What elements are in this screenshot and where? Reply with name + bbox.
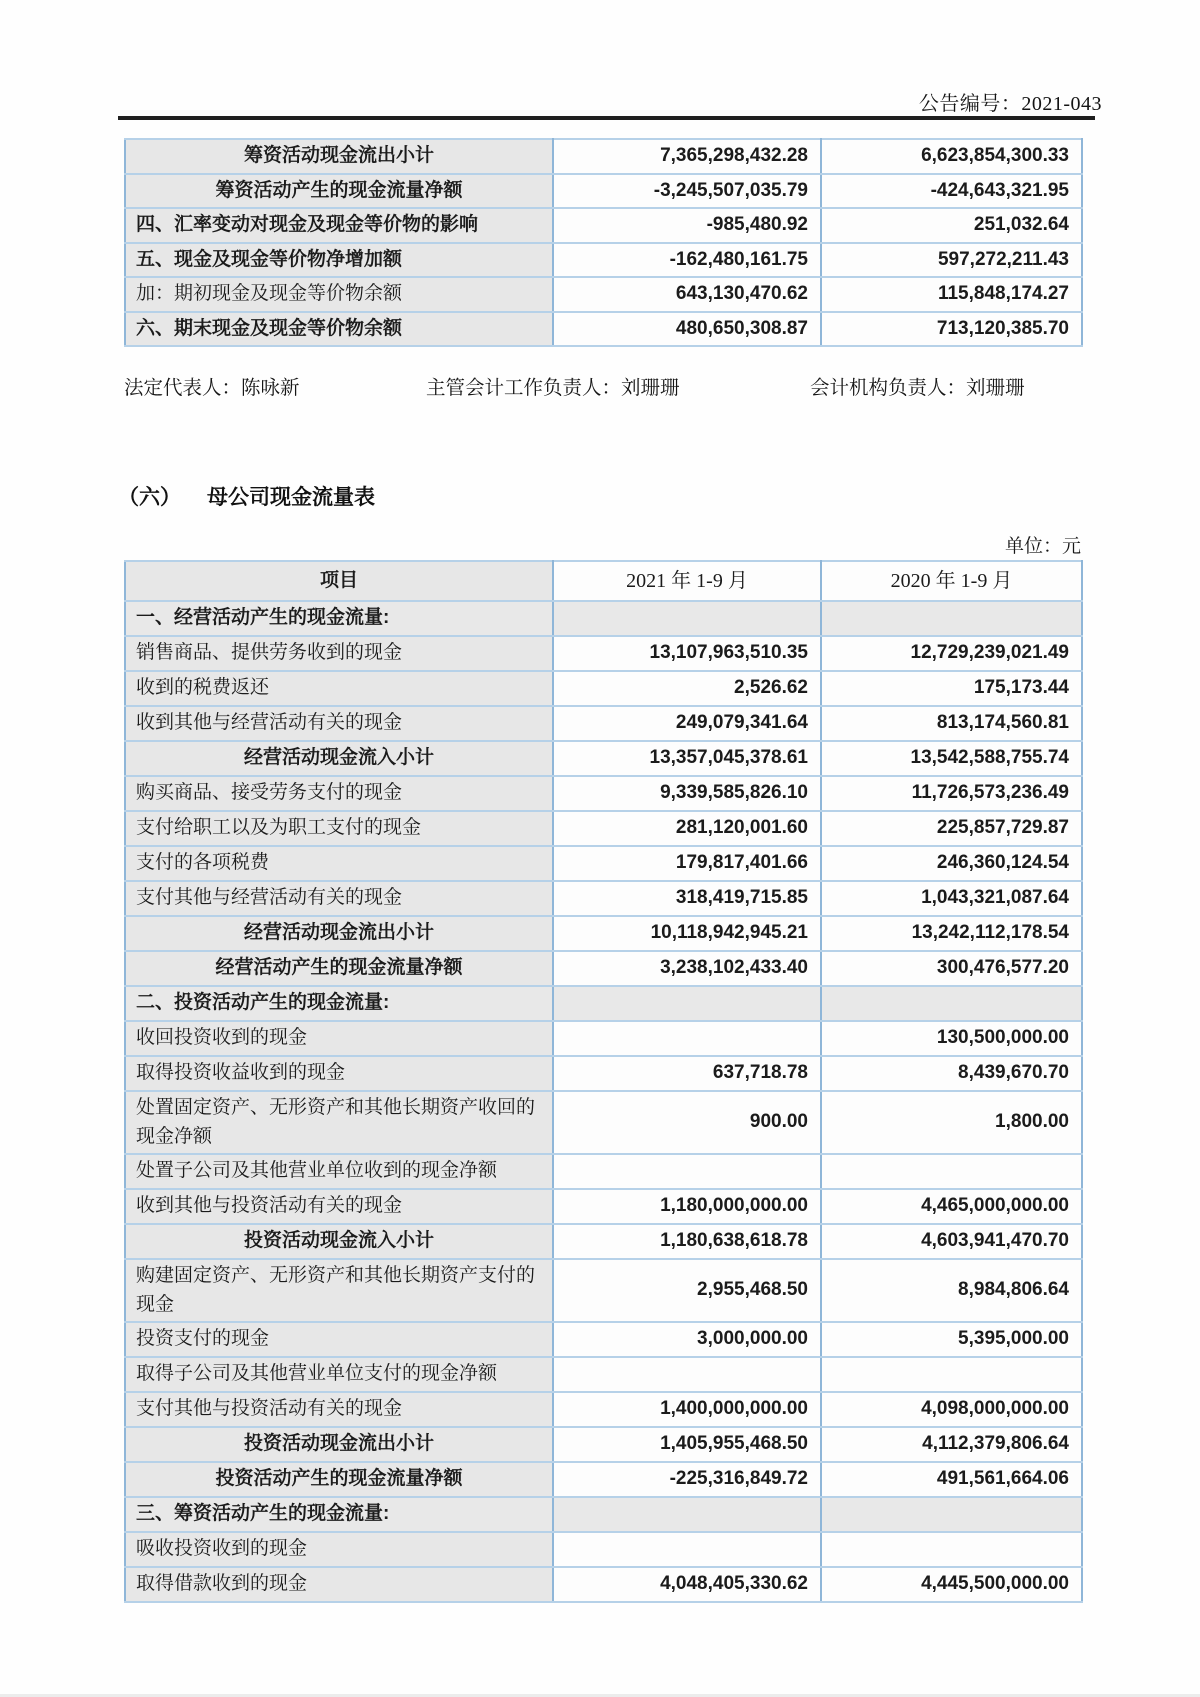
row-value-2020: 4,445,500,000.00 [821, 1567, 1082, 1602]
row-value-2021: 13,107,963,510.35 [553, 636, 821, 671]
row-value-2021: 2,526.62 [553, 671, 821, 706]
column-header-item: 项目 [125, 561, 553, 601]
row-item-label: 购建固定资产、无形资产和其他长期资产支付的现金 [125, 1259, 553, 1322]
row-value-2020 [821, 1497, 1082, 1532]
row-value-2021 [553, 986, 821, 1021]
row-value-2021 [553, 601, 821, 636]
row-value-2021: 3,000,000.00 [553, 1322, 821, 1357]
row-value-2020 [821, 1154, 1082, 1189]
table-row [125, 1091, 1082, 1154]
row-item-label: 四、汇率变动对现金及现金等价物的影响 [125, 208, 553, 243]
row-value-2021: -985,480.92 [553, 208, 821, 243]
row-value-2020: 4,098,000,000.00 [821, 1392, 1082, 1427]
row-item-label: 收到的税费返还 [125, 671, 553, 706]
chief-accountant-label: 主管会计工作负责人：刘珊珊 [426, 378, 680, 399]
table-row [125, 277, 1082, 312]
row-item-label: 筹资活动现金流出小计 [125, 139, 553, 174]
row-value-2020 [821, 986, 1082, 1021]
row-value-2020: -424,643,321.95 [821, 174, 1082, 209]
row-value-2021: 249,079,341.64 [553, 706, 821, 741]
row-value-2020: 6,623,854,300.33 [821, 139, 1082, 174]
table-row [125, 1189, 1082, 1224]
row-value-2020: 300,476,577.20 [821, 951, 1082, 986]
table-row [125, 601, 1082, 636]
row-value-2020: 4,112,379,806.64 [821, 1427, 1082, 1462]
row-value-2021: -3,245,507,035.79 [553, 174, 821, 209]
row-item-label: 处置固定资产、无形资产和其他长期资产收回的现金净额 [125, 1091, 553, 1154]
row-item-label: 投资活动现金流出小计 [125, 1427, 553, 1462]
table-row [125, 139, 1082, 174]
table-row [125, 1154, 1082, 1189]
table-row [125, 1427, 1082, 1462]
row-value-2021: 9,339,585,826.10 [553, 776, 821, 811]
row-value-2020: 246,360,124.54 [821, 846, 1082, 881]
table-row [125, 1532, 1082, 1567]
row-item-label: 取得借款收到的现金 [125, 1567, 553, 1602]
section-title [118, 481, 375, 511]
row-value-2021: -162,480,161.75 [553, 243, 821, 278]
row-value-2021: 7,365,298,432.28 [553, 139, 821, 174]
row-item-label: 收到其他与经营活动有关的现金 [125, 706, 553, 741]
row-value-2021: 900.00 [553, 1091, 821, 1154]
row-value-2020: 1,800.00 [821, 1091, 1082, 1154]
row-value-2020: 8,439,670.70 [821, 1056, 1082, 1091]
row-item-label: 收到其他与投资活动有关的现金 [125, 1189, 553, 1224]
row-value-2020: 175,173.44 [821, 671, 1082, 706]
table-row [125, 951, 1082, 986]
row-item-label: 处置子公司及其他营业单位收到的现金净额 [125, 1154, 553, 1189]
row-item-label: 经营活动产生的现金流量净额 [125, 951, 553, 986]
row-value-2020: 8,984,806.64 [821, 1259, 1082, 1322]
row-item-label: 筹资活动产生的现金流量净额 [125, 174, 553, 209]
row-value-2020: 491,561,664.06 [821, 1462, 1082, 1497]
table-row [125, 1056, 1082, 1091]
row-value-2020: 13,242,112,178.54 [821, 916, 1082, 951]
table-row [125, 1392, 1082, 1427]
row-value-2021: 643,130,470.62 [553, 277, 821, 312]
signature-line [124, 372, 1081, 398]
row-item-label: 支付其他与投资活动有关的现金 [125, 1392, 553, 1427]
row-value-2020: 251,032.64 [821, 208, 1082, 243]
row-item-label: 取得投资收益收到的现金 [125, 1056, 553, 1091]
row-value-2021 [553, 1497, 821, 1532]
row-value-2020: 225,857,729.87 [821, 811, 1082, 846]
row-value-2021: 281,120,001.60 [553, 811, 821, 846]
row-value-2021: 1,180,000,000.00 [553, 1189, 821, 1224]
table-row [125, 1567, 1082, 1602]
row-value-2020: 597,272,211.43 [821, 243, 1082, 278]
row-value-2021 [553, 1532, 821, 1567]
row-value-2021: 4,048,405,330.62 [553, 1567, 821, 1602]
row-value-2020: 11,726,573,236.49 [821, 776, 1082, 811]
row-value-2021: 3,238,102,433.40 [553, 951, 821, 986]
table-row [125, 1224, 1082, 1259]
row-item-label: 销售商品、提供劳务收到的现金 [125, 636, 553, 671]
row-value-2020: 115,848,174.27 [821, 277, 1082, 312]
row-value-2021: 318,419,715.85 [553, 881, 821, 916]
row-value-2020: 12,729,239,021.49 [821, 636, 1082, 671]
row-item-label: 二、投资活动产生的现金流量: [125, 986, 553, 1021]
table-row [125, 312, 1082, 347]
row-item-label: 支付给职工以及为职工支付的现金 [125, 811, 553, 846]
parent-company-cashflow-table [124, 560, 1083, 1603]
row-value-2021: 1,405,955,468.50 [553, 1427, 821, 1462]
row-value-2020: 1,043,321,087.64 [821, 881, 1082, 916]
table-row [125, 671, 1082, 706]
row-value-2020: 4,603,941,470.70 [821, 1224, 1082, 1259]
row-value-2020: 4,465,000,000.00 [821, 1189, 1082, 1224]
row-value-2020: 5,395,000.00 [821, 1322, 1082, 1357]
row-item-label: 五、现金及现金等价物净增加额 [125, 243, 553, 278]
row-item-label: 一、经营活动产生的现金流量: [125, 601, 553, 636]
row-value-2021: 179,817,401.66 [553, 846, 821, 881]
row-value-2021: 2,955,468.50 [553, 1259, 821, 1322]
row-value-2020 [821, 1532, 1082, 1567]
table-row [125, 1021, 1082, 1056]
table-row [125, 811, 1082, 846]
column-header-2020: 2020 年 1-9 月 [821, 561, 1082, 601]
row-value-2020: 813,174,560.81 [821, 706, 1082, 741]
table-row [125, 846, 1082, 881]
row-value-2021: 1,180,638,618.78 [553, 1224, 821, 1259]
row-item-label: 购买商品、接受劳务支付的现金 [125, 776, 553, 811]
table-row [125, 881, 1082, 916]
row-value-2021 [553, 1154, 821, 1189]
table-row [125, 208, 1082, 243]
table-row [125, 1497, 1082, 1532]
row-value-2020: 130,500,000.00 [821, 1021, 1082, 1056]
section-number: （六） [118, 485, 181, 509]
row-item-label: 投资支付的现金 [125, 1322, 553, 1357]
table-row [125, 1259, 1082, 1322]
row-item-label: 取得子公司及其他营业单位支付的现金净额 [125, 1357, 553, 1392]
legal-representative-label: 法定代表人：陈咏新 [124, 378, 300, 399]
table-row [125, 986, 1082, 1021]
row-value-2020: 13,542,588,755.74 [821, 741, 1082, 776]
row-item-label: 经营活动现金流入小计 [125, 741, 553, 776]
table-header-row [125, 561, 1082, 601]
table-row [125, 243, 1082, 278]
row-item-label: 投资活动现金流入小计 [125, 1224, 553, 1259]
header-rule [118, 116, 1095, 120]
row-item-label: 支付的各项税费 [125, 846, 553, 881]
table-row [125, 916, 1082, 951]
row-item-label: 支付其他与经营活动有关的现金 [125, 881, 553, 916]
row-value-2021 [553, 1021, 821, 1056]
row-item-label: 六、期末现金及现金等价物余额 [125, 312, 553, 347]
table-row [125, 741, 1082, 776]
announcement-number: 公告编号：2021-043 [918, 93, 1102, 115]
section-name: 母公司现金流量表 [207, 485, 375, 509]
row-item-label: 经营活动现金流出小计 [125, 916, 553, 951]
financing-cashflow-continuation-table [124, 138, 1083, 347]
row-value-2021: 480,650,308.87 [553, 312, 821, 347]
row-item-label: 三、筹资活动产生的现金流量: [125, 1497, 553, 1532]
row-value-2021 [553, 1357, 821, 1392]
row-item-label: 吸收投资收到的现金 [125, 1532, 553, 1567]
row-item-label: 收回投资收到的现金 [125, 1021, 553, 1056]
row-value-2021: 13,357,045,378.61 [553, 741, 821, 776]
table-row [125, 706, 1082, 741]
unit-label: 单位：元 [1004, 536, 1081, 557]
table-row [125, 1322, 1082, 1357]
table-row [125, 1357, 1082, 1392]
table-row [125, 174, 1082, 209]
column-header-2021: 2021 年 1-9 月 [553, 561, 821, 601]
row-value-2020 [821, 1357, 1082, 1392]
row-value-2021: 10,118,942,945.21 [553, 916, 821, 951]
row-value-2021: 1,400,000,000.00 [553, 1392, 821, 1427]
row-value-2020: 713,120,385.70 [821, 312, 1082, 347]
row-value-2021: -225,316,849.72 [553, 1462, 821, 1497]
row-item-label: 加：期初现金及现金等价物余额 [125, 277, 553, 312]
accounting-org-head-label: 会计机构负责人：刘珊珊 [810, 378, 1025, 399]
row-item-label: 投资活动产生的现金流量净额 [125, 1462, 553, 1497]
table-row [125, 636, 1082, 671]
row-value-2020 [821, 601, 1082, 636]
table-row [125, 1462, 1082, 1497]
row-value-2021: 637,718.78 [553, 1056, 821, 1091]
table-row [125, 776, 1082, 811]
